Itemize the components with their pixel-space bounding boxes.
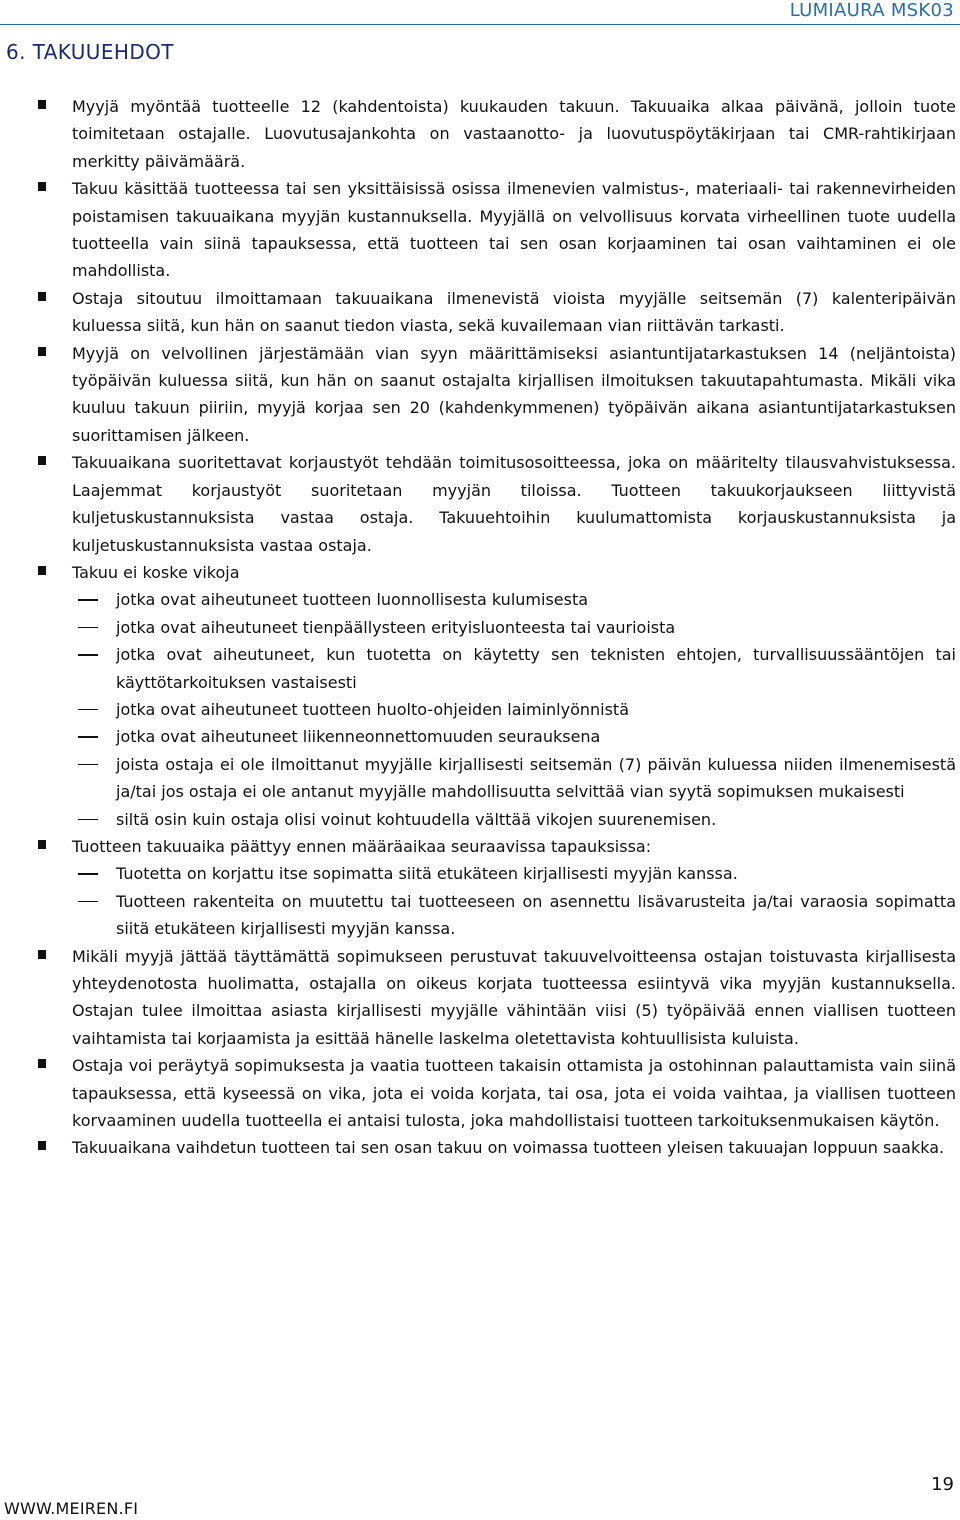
dash-icon xyxy=(78,764,98,766)
bullet-square-icon xyxy=(38,100,46,109)
dash-icon xyxy=(78,627,98,629)
exclusion-item xyxy=(38,614,956,641)
exclusion-item xyxy=(38,696,956,723)
list-item xyxy=(38,943,956,1053)
exclusion-text: joista ostaja ei ole ilmoittanut myyjälle kirjallisesti seitsemän (7) päivän kuluessa niiden ilmenemisestä ja/tai jos ostaja ei ole antanut myyjälle mahdollisuutta selvittää vian syytä sopimuksen mukaisesti xyxy=(116,754,956,802)
exclusion-text: jotka ovat aiheutuneet liikenneonnettomuuden seurauksena xyxy=(116,727,601,747)
dash-icon xyxy=(78,901,98,903)
list-item-text: Takuu käsittää tuotteessa tai sen yksittäisissä osissa ilmenevien valmistus-, materiaali- tai rakennevirheiden poistamisen takuuaikana myyjän kustannuksella. Myyjällä on velvollisuus korvata virheellinen tuote uudella tuotteella vain siinä tapauksessa, että tuotteen tai sen osan korjaaminen tai osan vaihtaminen ei ole mahdollista. xyxy=(72,179,956,281)
list-item xyxy=(38,175,956,285)
warranty-terms-list xyxy=(38,93,956,1162)
list-item xyxy=(38,340,956,450)
bullet-square-icon xyxy=(38,1141,46,1150)
list-item-text: Ostaja voi peräytyä sopimuksesta ja vaatia tuotteen takaisin ottamista ja ostohinnan palauttamista vain siinä tapauksessa, että kyseessä on vika, jota ei voida korjata, tai osa, jota ei voida vaihtaa, ja viallisen tuotteen korvaaminen uudella tuotteella ei antaisi tulosta, joka mahdollistaisi tuotteen tarkoituksenmukaisen käytön. xyxy=(72,1056,956,1131)
expiry-text: Tuotteen rakenteita on muutettu tai tuotteeseen on asennettu lisävarusteita ja/tai varaosia sopimatta siitä etukäteen kirjallisesti myyjän kanssa. xyxy=(116,891,956,939)
list-item xyxy=(38,449,956,559)
bullet-square-icon xyxy=(38,1059,46,1068)
bullet-square-icon xyxy=(38,182,46,191)
list-item xyxy=(38,1052,956,1134)
exclusion-text: jotka ovat aiheutuneet, kun tuotetta on käytetty sen teknisten ehtojen, turvallisuussääntöjen tai käyttötarkoituksen vastaisesti xyxy=(116,645,956,692)
document-code: LUMIAURA MSK03 xyxy=(789,0,954,21)
dash-icon xyxy=(78,819,98,821)
list-item xyxy=(38,1134,956,1161)
exclusion-item xyxy=(38,723,956,750)
dash-icon xyxy=(78,736,98,738)
website-link[interactable]: WWW.MEIREN.FI xyxy=(4,1499,139,1518)
dash-icon xyxy=(78,654,98,656)
bullet-square-icon xyxy=(38,456,46,465)
bullet-square-icon xyxy=(38,347,46,356)
list-item xyxy=(38,285,956,340)
list-item-text: Myyjä myöntää tuotteelle 12 (kahdentoista) kuukauden takuun. Takuuaika alkaa päivänä, jolloin tuote toimitetaan ostajalle. Luovutusajankohta on vastaanotto- ja luovutuspöytäkirjaan tai CMR-rahtikirjaan merkitty päivämäärä. xyxy=(72,97,956,171)
list-item-text: Mikäli myyjä jättää täyttämättä sopimukseen perustuvat takuuvelvoitteensa ostajan toistuvasta kirjallisesta yhteydenotosta huolimatta, ostajalla on oikeus korjata tuotteessa esiintyvä vika myyjän kustannuksella. Ostajan tulee ilmoittaa asiasta kirjallisesti myyjälle vähintään viisi (5) työpäivää ennen viallisen tuotteen vaihtamista tai korjaamista ja esittää hänelle laskelma oletettavista kohtuullisista kuluista. xyxy=(72,946,956,1048)
list-item-text: Ostaja sitoutuu ilmoittamaan takuuaikana ilmenevistä vioista myyjälle seitsemän (7) kalenteripäivän kuluessa siitä, kun hän on saanut tiedon viasta, sekä kuvailemaan vian riittävän tarkasti. xyxy=(72,288,956,336)
dash-icon xyxy=(78,709,98,711)
list-item-text: Tuotteen takuuaika päättyy ennen määräaikaa seuraavissa tapauksissa: xyxy=(72,836,652,856)
expiry-item xyxy=(38,888,956,943)
list-item-text: Takuu ei koske vikoja xyxy=(72,562,240,582)
expiry-text: Tuotetta on korjattu itse sopimatta siitä etukäteen kirjallisesti myyjän kanssa. xyxy=(116,864,738,884)
exclusion-text: siltä osin kuin ostaja olisi voinut kohtuudella välttää vikojen suurenemisen. xyxy=(116,809,717,829)
list-item-text: Takuuaikana suoritettavat korjaustyöt tehdään toimitusosoitteessa, joka on määritelty tilausvahvistuksessa. Laajemmat korjaustyöt suoritetaan myyjän tiloissa. Tuotteen takuukorjaukseen liittyvistä kuljetuskustannuksista vastaa ostaja. Takuuehtoihin kuulumattomista korjauskustannuksista ja kuljetuskustannuksista vastaa ostaja. xyxy=(72,453,956,555)
bullet-square-icon xyxy=(38,292,46,301)
exclusion-item xyxy=(38,641,956,696)
exclusion-item xyxy=(38,751,956,806)
exclusion-text: jotka ovat aiheutuneet tuotteen luonnollisesta kulumisesta xyxy=(116,590,589,610)
list-item-text: Takuuaikana vaihdetun tuotteen tai sen osan takuu on voimassa tuotteen yleisen takuuajan loppuun saakka. xyxy=(72,1138,945,1158)
page-number: 19 xyxy=(931,1474,954,1495)
bullet-square-icon xyxy=(38,950,46,959)
list-item xyxy=(38,93,956,175)
dash-icon xyxy=(78,873,98,875)
bullet-square-icon xyxy=(38,840,46,849)
exclusions-intro xyxy=(38,559,956,586)
dash-icon xyxy=(78,599,98,601)
exclusion-item xyxy=(38,806,956,833)
expiry-intro xyxy=(38,833,956,860)
expiry-item xyxy=(38,860,956,887)
list-item-text: Myyjä on velvollinen järjestämään vian syyn määrittämiseksi asiantuntijatarkastuksen 14 (neljäntoista) työpäivän kuluessa siitä, kun hän on saanut ostajalta kirjallisen ilmoituksen takuutapahtumasta. Mikäli vika kuuluu takuun piiriin, myyjä korjaa sen 20 (kahdenkymmenen) työpäivän aikana asiantuntijatarkastuksen suorittamisen jälkeen. xyxy=(72,343,956,445)
exclusion-text: jotka ovat aiheutuneet tuotteen huolto-ohjeiden laiminlyönnistä xyxy=(116,699,629,719)
exclusion-item xyxy=(38,586,956,613)
section-title: 6. TAKUUEHDOT xyxy=(6,40,174,64)
header-divider xyxy=(0,24,960,25)
bullet-square-icon xyxy=(38,566,46,575)
exclusion-text: jotka ovat aiheutuneet tienpäällysteen erityisluonteesta tai vaurioista xyxy=(116,617,676,637)
